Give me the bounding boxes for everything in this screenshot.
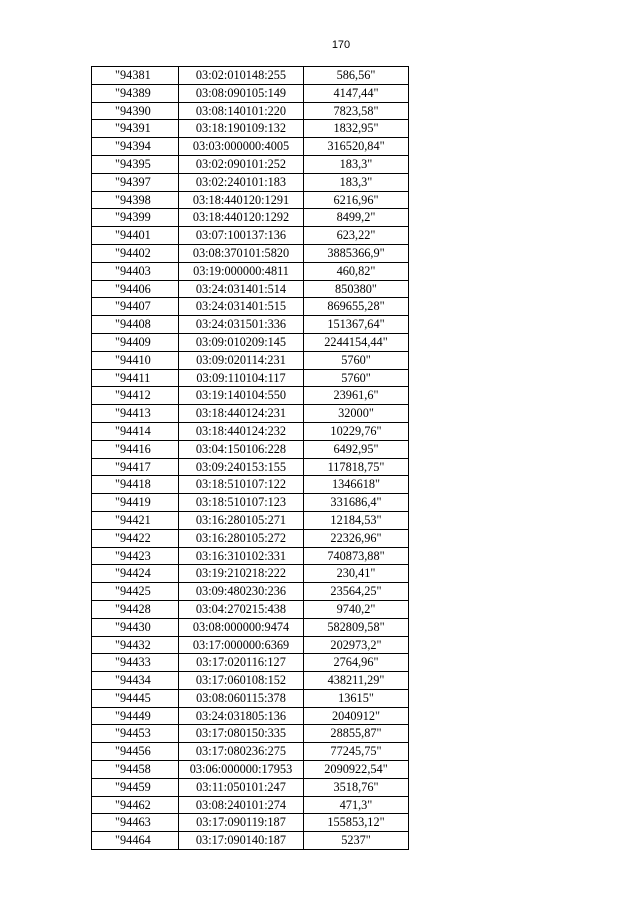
table-row <box>92 476 409 494</box>
table-row <box>92 227 409 245</box>
row-id-cell: "94390 <box>92 102 179 120</box>
cadastral-number-cell: 03:02:010148:255 <box>179 67 304 85</box>
cadastral-number-cell: 03:24:031805:136 <box>179 707 304 725</box>
row-id-cell: "94462 <box>92 796 179 814</box>
value-cell: 3885366,9" <box>304 244 409 262</box>
cadastral-number-cell: 03:09:240153:155 <box>179 458 304 476</box>
row-id-cell: "94464 <box>92 832 179 850</box>
cadastral-number-cell: 03:16:280105:272 <box>179 529 304 547</box>
row-id-cell: "94418 <box>92 476 179 494</box>
value-cell: 2040912" <box>304 707 409 725</box>
value-cell: 2764,96" <box>304 654 409 672</box>
row-id-cell: "94394 <box>92 138 179 156</box>
table-row <box>92 298 409 316</box>
cadastral-number-cell: 03:17:090119:187 <box>179 814 304 832</box>
value-cell: 316520,84" <box>304 138 409 156</box>
table-body <box>92 67 409 850</box>
row-id-cell: "94423 <box>92 547 179 565</box>
cadastral-number-cell: 03:18:510107:123 <box>179 494 304 512</box>
value-cell: 4147,44" <box>304 84 409 102</box>
row-id-cell: "94402 <box>92 244 179 262</box>
table-row <box>92 191 409 209</box>
table-row <box>92 672 409 690</box>
cadastral-number-cell: 03:19:000000:4811 <box>179 262 304 280</box>
table-row <box>92 67 409 85</box>
row-id-cell: "94398 <box>92 191 179 209</box>
row-id-cell: "94391 <box>92 120 179 138</box>
cadastral-number-cell: 03:24:031401:515 <box>179 298 304 316</box>
table-row <box>92 173 409 191</box>
page-number: 170 <box>331 39 351 51</box>
row-id-cell: "94409 <box>92 333 179 351</box>
cadastral-number-cell: 03:11:050101:247 <box>179 778 304 796</box>
cadastral-number-cell: 03:24:031401:514 <box>179 280 304 298</box>
cadastral-number-cell: 03:18:440124:232 <box>179 422 304 440</box>
cadastral-number-cell: 03:04:270215:438 <box>179 600 304 618</box>
value-cell: 5237" <box>304 832 409 850</box>
data-table <box>91 66 409 850</box>
row-id-cell: "94407 <box>92 298 179 316</box>
value-cell: 460,82" <box>304 262 409 280</box>
table-row <box>92 707 409 725</box>
cadastral-number-cell: 03:08:000000:9474 <box>179 618 304 636</box>
table-row <box>92 458 409 476</box>
value-cell: 471,3" <box>304 796 409 814</box>
table-row <box>92 155 409 173</box>
table-row <box>92 262 409 280</box>
value-cell: 6216,96" <box>304 191 409 209</box>
table-row <box>92 405 409 423</box>
cadastral-number-cell: 03:18:440120:1291 <box>179 191 304 209</box>
cadastral-number-cell: 03:09:020114:231 <box>179 351 304 369</box>
value-cell: 5760" <box>304 369 409 387</box>
cadastral-number-cell: 03:17:080150:335 <box>179 725 304 743</box>
value-cell: 117818,75" <box>304 458 409 476</box>
table-row <box>92 618 409 636</box>
row-id-cell: "94395 <box>92 155 179 173</box>
value-cell: 10229,76" <box>304 422 409 440</box>
row-id-cell: "94417 <box>92 458 179 476</box>
row-id-cell: "94403 <box>92 262 179 280</box>
cadastral-number-cell: 03:17:090140:187 <box>179 832 304 850</box>
cadastral-number-cell: 03:17:080236:275 <box>179 743 304 761</box>
row-id-cell: "94434 <box>92 672 179 690</box>
value-cell: 9740,2" <box>304 600 409 618</box>
cadastral-number-cell: 03:16:310102:331 <box>179 547 304 565</box>
row-id-cell: "94381 <box>92 67 179 85</box>
value-cell: 28855,87" <box>304 725 409 743</box>
cadastral-number-cell: 03:09:110104:117 <box>179 369 304 387</box>
cadastral-number-cell: 03:02:240101:183 <box>179 173 304 191</box>
value-cell: 2244154,44" <box>304 333 409 351</box>
table-row <box>92 743 409 761</box>
value-cell: 331686,4" <box>304 494 409 512</box>
row-id-cell: "94397 <box>92 173 179 191</box>
value-cell: 23564,25" <box>304 583 409 601</box>
value-cell: 8499,2" <box>304 209 409 227</box>
cadastral-number-cell: 03:18:440120:1292 <box>179 209 304 227</box>
row-id-cell: "94458 <box>92 761 179 779</box>
value-cell: 582809,58" <box>304 618 409 636</box>
cadastral-number-cell: 03:08:140101:220 <box>179 102 304 120</box>
cadastral-number-cell: 03:08:060115:378 <box>179 689 304 707</box>
table-row <box>92 209 409 227</box>
row-id-cell: "94421 <box>92 511 179 529</box>
table-row <box>92 796 409 814</box>
row-id-cell: "94410 <box>92 351 179 369</box>
value-cell: 155853,12" <box>304 814 409 832</box>
value-cell: 869655,28" <box>304 298 409 316</box>
value-cell: 2090922,54" <box>304 761 409 779</box>
table-row <box>92 369 409 387</box>
value-cell: 151367,64" <box>304 316 409 334</box>
cadastral-number-cell: 03:17:000000:6369 <box>179 636 304 654</box>
table-row <box>92 138 409 156</box>
value-cell: 32000" <box>304 405 409 423</box>
value-cell: 6492,95" <box>304 440 409 458</box>
table-row <box>92 351 409 369</box>
value-cell: 22326,96" <box>304 529 409 547</box>
table-row <box>92 422 409 440</box>
table-row <box>92 84 409 102</box>
table-row <box>92 387 409 405</box>
value-cell: 438211,29" <box>304 672 409 690</box>
cadastral-number-cell: 03:04:150106:228 <box>179 440 304 458</box>
table-row <box>92 636 409 654</box>
row-id-cell: "94430 <box>92 618 179 636</box>
row-id-cell: "94449 <box>92 707 179 725</box>
row-id-cell: "94401 <box>92 227 179 245</box>
table-row <box>92 689 409 707</box>
cadastral-number-cell: 03:08:370101:5820 <box>179 244 304 262</box>
cadastral-number-cell: 03:16:280105:271 <box>179 511 304 529</box>
value-cell: 183,3" <box>304 155 409 173</box>
value-cell: 623,22" <box>304 227 409 245</box>
table-row <box>92 494 409 512</box>
table-row <box>92 832 409 850</box>
row-id-cell: "94424 <box>92 565 179 583</box>
cadastral-number-cell: 03:06:000000:17953 <box>179 761 304 779</box>
row-id-cell: "94432 <box>92 636 179 654</box>
table-row <box>92 102 409 120</box>
table-row <box>92 600 409 618</box>
cadastral-number-cell: 03:02:090101:252 <box>179 155 304 173</box>
cadastral-number-cell: 03:17:060108:152 <box>179 672 304 690</box>
row-id-cell: "94416 <box>92 440 179 458</box>
cadastral-number-cell: 03:24:031501:336 <box>179 316 304 334</box>
row-id-cell: "94414 <box>92 422 179 440</box>
row-id-cell: "94433 <box>92 654 179 672</box>
row-id-cell: "94412 <box>92 387 179 405</box>
row-id-cell: "94422 <box>92 529 179 547</box>
value-cell: 3518,76" <box>304 778 409 796</box>
cadastral-number-cell: 03:07:100137:136 <box>179 227 304 245</box>
table-row <box>92 725 409 743</box>
table-row <box>92 547 409 565</box>
cadastral-number-cell: 03:19:210218:222 <box>179 565 304 583</box>
table-row <box>92 316 409 334</box>
cadastral-number-cell: 03:18:510107:122 <box>179 476 304 494</box>
value-cell: 1346618" <box>304 476 409 494</box>
row-id-cell: "94389 <box>92 84 179 102</box>
table-row <box>92 814 409 832</box>
value-cell: 23961,6" <box>304 387 409 405</box>
row-id-cell: "94411 <box>92 369 179 387</box>
cadastral-number-cell: 03:08:240101:274 <box>179 796 304 814</box>
value-cell: 586,56" <box>304 67 409 85</box>
row-id-cell: "94456 <box>92 743 179 761</box>
value-cell: 5760" <box>304 351 409 369</box>
value-cell: 740873,88" <box>304 547 409 565</box>
value-cell: 1832,95" <box>304 120 409 138</box>
value-cell: 12184,53" <box>304 511 409 529</box>
table-row <box>92 565 409 583</box>
table-row <box>92 333 409 351</box>
cadastral-number-cell: 03:18:190109:132 <box>179 120 304 138</box>
row-id-cell: "94399 <box>92 209 179 227</box>
table-row <box>92 529 409 547</box>
table-row <box>92 440 409 458</box>
row-id-cell: "94408 <box>92 316 179 334</box>
cadastral-number-cell: 03:09:480230:236 <box>179 583 304 601</box>
cadastral-number-cell: 03:17:020116:127 <box>179 654 304 672</box>
value-cell: 77245,75" <box>304 743 409 761</box>
cadastral-number-cell: 03:08:090105:149 <box>179 84 304 102</box>
value-cell: 13615" <box>304 689 409 707</box>
cadastral-number-cell: 03:18:440124:231 <box>179 405 304 423</box>
row-id-cell: "94413 <box>92 405 179 423</box>
value-cell: 850380" <box>304 280 409 298</box>
row-id-cell: "94425 <box>92 583 179 601</box>
value-cell: 202973,2" <box>304 636 409 654</box>
table-row <box>92 511 409 529</box>
value-cell: 230,41" <box>304 565 409 583</box>
table-row <box>92 244 409 262</box>
row-id-cell: "94428 <box>92 600 179 618</box>
table-row <box>92 778 409 796</box>
table-row <box>92 120 409 138</box>
cadastral-number-cell: 03:09:010209:145 <box>179 333 304 351</box>
row-id-cell: "94459 <box>92 778 179 796</box>
value-cell: 183,3" <box>304 173 409 191</box>
row-id-cell: "94463 <box>92 814 179 832</box>
table-row <box>92 583 409 601</box>
table-row <box>92 654 409 672</box>
row-id-cell: "94406 <box>92 280 179 298</box>
cadastral-number-cell: 03:03:000000:4005 <box>179 138 304 156</box>
row-id-cell: "94419 <box>92 494 179 512</box>
table-row <box>92 761 409 779</box>
cadastral-number-cell: 03:19:140104:550 <box>179 387 304 405</box>
value-cell: 7823,58" <box>304 102 409 120</box>
table-row <box>92 280 409 298</box>
row-id-cell: "94453 <box>92 725 179 743</box>
row-id-cell: "94445 <box>92 689 179 707</box>
